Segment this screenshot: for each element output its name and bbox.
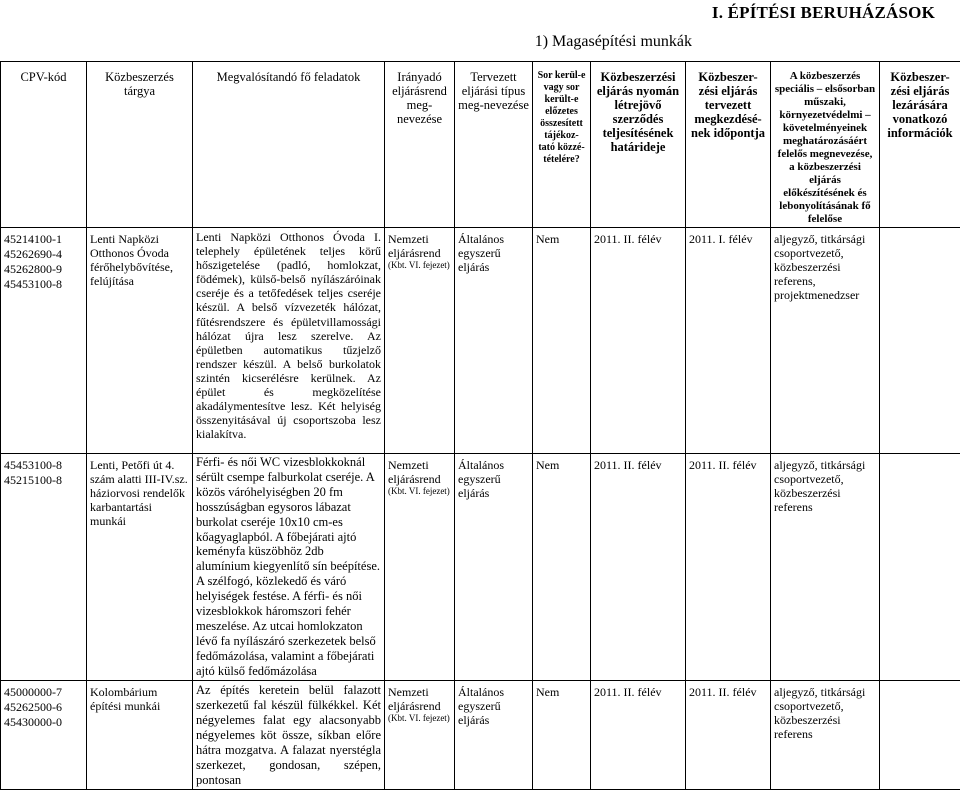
procedure-ref: (Kbt. VI. fejezet) bbox=[388, 260, 451, 271]
table-row bbox=[1, 454, 960, 681]
prior-info-cell: Nem bbox=[533, 228, 591, 454]
other-cell bbox=[880, 680, 960, 789]
cpv-codes: 45453100-8 45215100-8 bbox=[1, 454, 87, 681]
subject-cell: Lenti, Petőfi út 4. szám alatti III-IV.sz. háziorvosi rendelők karbantartási munkái bbox=[87, 454, 193, 681]
responsible-cell: aljegyző, titkársági csoportvezető, közbeszerzési referens, projektmenedzser bbox=[771, 228, 880, 454]
start-cell: 2011. I. félév bbox=[686, 228, 771, 454]
prior-info-cell: Nem bbox=[533, 680, 591, 789]
type-cell: Általános egyszerű eljárás bbox=[455, 454, 533, 681]
task-description: Férfi- és női WC vizesblokkoknál sérült csempe falburkolat cseréje. A közös váróhelyiségben 20 fm hosszúságban egysoros lábazat burkolat cseréje 10x10 cm-es kőagyaglapból. A főbejárati ajtó keményfa küszöbhöz 2db alumínium kiegyenlítő sín beépítése. A szélfogó, közlekedő és váró helyiségek festése. A férfi- és női vizesblokkok háromszori fehér meszelése. Az utcai homlokzaton lévő fa nyílászáró szerkezetek belső fedőmázolása, valamint a főbejárati ajtó külső fedőmázolása bbox=[193, 454, 385, 681]
procurement-table bbox=[0, 61, 960, 790]
deadline-cell: 2011. II. félév bbox=[591, 454, 686, 681]
header-procedure: Irányadó eljárásrend meg-nevezése bbox=[385, 62, 455, 228]
other-cell bbox=[880, 454, 960, 681]
deadline-cell: 2011. II. félév bbox=[591, 228, 686, 454]
table-header-row bbox=[1, 62, 960, 228]
header-cpv: CPV-kód bbox=[1, 62, 87, 228]
task-description: Lenti Napközi Otthonos Óvoda I. telephely épületének teljes körű hőszigetelése (padló, homlokzat, födémek), külső-belső nyílászáróinak cseréje és a tetőfedések teljes cseréje készül. A belső vízvezeték hálózat, fűtésrendszere és épületvillamossági hálózat újra lesz szerelve. Az épületben automatikus tűzjelző rendszer készül. A belső burkolatok szintén kicserélésre kerülnek. Az épület és megközelítése akadálymentesítve lesz. Két helyiség összenyitásával új csoportszoba lesz kialakítva. bbox=[193, 228, 385, 454]
procedure-cell bbox=[385, 228, 455, 454]
header-subject: Közbeszerzés tárgya bbox=[87, 62, 193, 228]
type-cell: Általános egyszerű eljárás bbox=[455, 680, 533, 789]
procedure-name: Nemzeti eljárásrend bbox=[388, 685, 441, 713]
cpv-codes: 45214100-1 45262690-4 45262800-9 45453100-8 bbox=[1, 228, 87, 454]
procedure-ref: (Kbt. VI. fejezet) bbox=[388, 713, 451, 724]
header-prior-info: Sor kerül-e vagy sor került-e előzetes összesített tájékoz-tató közzé-tételére? bbox=[533, 62, 591, 228]
header-task: Megvalósítandó fő feladatok bbox=[193, 62, 385, 228]
task-description: Az építés keretein belül falazott szerkezetű fal készül fülkékkel. Két négyelemes falat egy alacsonyabb négyelemes köt össze, síkban előre hátra mozgatva. A falazat nyerstégla szerkezet, gondosan, szépen, pontosan bbox=[193, 680, 385, 789]
header-type: Tervezett eljárási típus meg-nevezése bbox=[455, 62, 533, 228]
responsible-cell: aljegyző, titkársági csoportvezető, közbeszerzési referens bbox=[771, 680, 880, 789]
other-cell bbox=[880, 228, 960, 454]
table-row bbox=[1, 228, 960, 454]
procedure-name: Nemzeti eljárásrend bbox=[388, 458, 441, 486]
deadline-cell: 2011. II. félév bbox=[591, 680, 686, 789]
responsible-cell: aljegyző, titkársági csoportvezető, közbeszerzési referens bbox=[771, 454, 880, 681]
subject-cell: Lenti Napközi Otthonos Óvoda férőhelybővítése, felújítása bbox=[87, 228, 193, 454]
header-deadline: Közbeszerzési eljárás nyomán létrejövő szerződés teljesítésének határideje bbox=[591, 62, 686, 228]
procedure-cell bbox=[385, 454, 455, 681]
subject-cell: Kolombárium építési munkái bbox=[87, 680, 193, 789]
start-cell: 2011. II. félév bbox=[686, 454, 771, 681]
document-subtitle: 1) Magasépítési munkák bbox=[0, 33, 692, 51]
procedure-ref: (Kbt. VI. fejezet) bbox=[388, 486, 451, 497]
prior-info-cell: Nem bbox=[533, 454, 591, 681]
header-responsible: A közbeszerzés speciális – elsősorban műszaki, környezetvédelmi – követelményeinek meghatározásáért felelős megnevezése, a közbeszerzési eljárás előkészítésének és lebonyolításának fő felelőse bbox=[771, 62, 880, 228]
document-title: I. ÉPÍTÉSI BERUHÁZÁSOK bbox=[0, 3, 935, 23]
start-cell: 2011. II. félév bbox=[686, 680, 771, 789]
procedure-cell bbox=[385, 680, 455, 789]
procedure-name: Nemzeti eljárásrend bbox=[388, 232, 441, 260]
cpv-codes: 45000000-7 45262500-6 45430000-0 bbox=[1, 680, 87, 789]
type-cell: Általános egyszerű eljárás bbox=[455, 228, 533, 454]
header-start: Közbeszer-zési eljárás tervezett megkezdésé-nek időpontja bbox=[686, 62, 771, 228]
header-other: Közbeszer-zési eljárás lezárására vonatkozó információk bbox=[880, 62, 960, 228]
table-row bbox=[1, 680, 960, 789]
